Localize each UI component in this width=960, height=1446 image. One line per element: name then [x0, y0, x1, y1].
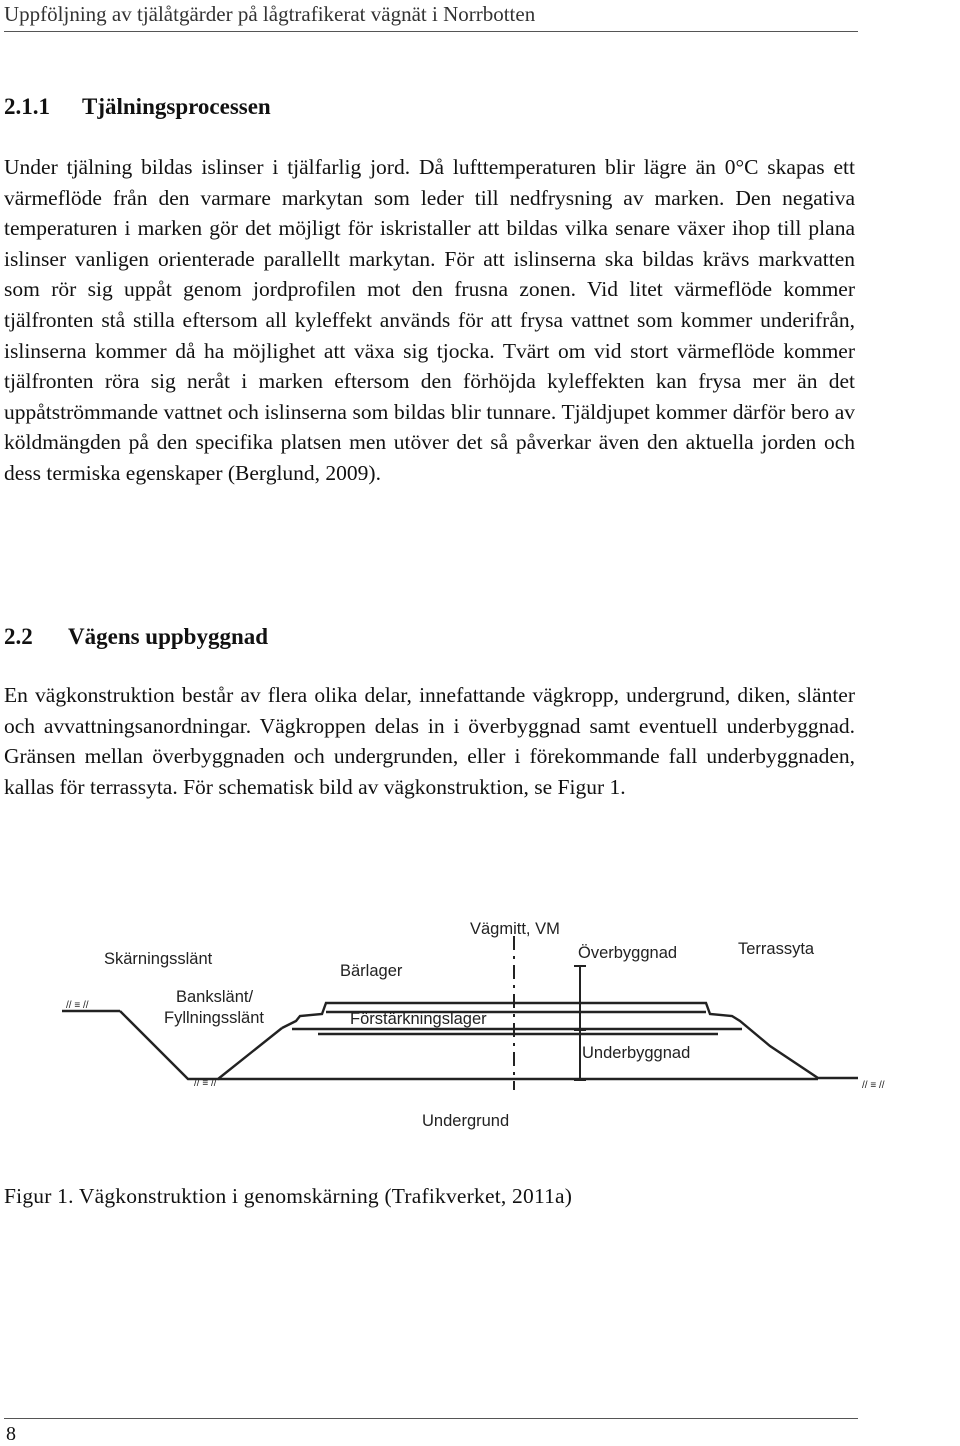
ground-hatch-ditch: // ≡ // — [194, 1078, 217, 1089]
road-cross-section-diagram — [0, 858, 960, 1158]
label-bankslant: Bankslänt/ — [176, 988, 254, 1006]
label-barlager: Bärlager — [340, 962, 403, 980]
page-number: 8 — [6, 1423, 16, 1445]
label-undergrund: Undergrund — [422, 1112, 510, 1130]
section-heading-vagens-uppbyggnad — [4, 622, 268, 652]
section-title: Vägens uppbyggnad — [68, 624, 269, 649]
footer-divider — [4, 1418, 858, 1419]
section-title: Tjälningsprocessen — [82, 94, 271, 119]
label-fyllningsslant: Fyllningsslänt — [164, 1009, 264, 1027]
paragraph-vagens-uppbyggnad: En vägkonstruktion består av flera olika delar, innefattande vägkropp, undergrund, diken, slänter och avvattningsanordningar. Vägkroppen delas in i överbyggnad samt eventuell underbyggnad. Gränsen mellan överbyggnaden och undergrunden, eller i förekommande fall underbyggnaden, kallas för terrassyta. För schematisk bild av vägkonstruktion, se Figur 1. — [4, 683, 855, 799]
label-forstarkningslager: Förstärkningslager — [350, 1010, 487, 1028]
ground-hatch-left: // ≡ // — [66, 1000, 89, 1011]
running-header: Uppföljning av tjälåtgärder på lågtrafikerat vägnät i Norrbotten — [4, 0, 858, 32]
label-terrassyta: Terrassyta — [738, 940, 815, 958]
section-heading-tjalningsprocessen — [4, 92, 271, 122]
section-number: 2.2 — [4, 624, 33, 649]
figure-caption: Figur 1. Vägkonstruktion i genomskärning (Trafikverket, 2011a) — [4, 1184, 573, 1208]
label-vagmitt: Vägmitt, VM — [470, 920, 560, 938]
label-overbyggnad: Överbyggnad — [578, 944, 678, 962]
overbyggnad-dimension — [574, 966, 586, 1030]
road-cross-section-figure — [0, 858, 960, 1158]
label-skarningsslant: Skärningsslänt — [104, 950, 213, 968]
label-underbyggnad: Underbyggnad — [582, 1044, 691, 1062]
ground-hatch-right: // ≡ // — [862, 1080, 885, 1091]
section-number: 2.1.1 — [4, 94, 50, 119]
paragraph-tjalningsprocessen: Under tjälning bildas islinser i tjälfarlig jord. Då lufttemperaturen blir lägre än 0°C skapas ett värmeflöde från den varmare markytan som leder till nedfrysning av marken. Den negativa temperaturen i marken gör det möjligt för iskristaller att bildas vilka senare växer ihop till plana islinser vanligen orienterade parallellt markytan. För att islinserna ska bildas krävs markvatten som rör sig uppåt genom jordprofilen mot den frusna zonen. Vid litet värmeflöde kommer tjälfronten stå stilla eftersom all kyleffekt används för att frysa vattnet som kommer underifrån, islinserna kommer då ha möjlighet att växa sig tjocka. Tvärt om vid stort värmeflöde kommer tjälfronten röra sig neråt i marken eftersom den förhöjda kyleffekten kan frysa mer än det uppåtströmmande vattnet och islinserna som bildas blir tunnare. Tjäldjupet kommer därför bero av köldmängden på den specifika platsen men utöver det så påverkar även den aktuella jorden och dess termiska egenskaper (Berglund, 2009). — [4, 155, 855, 485]
